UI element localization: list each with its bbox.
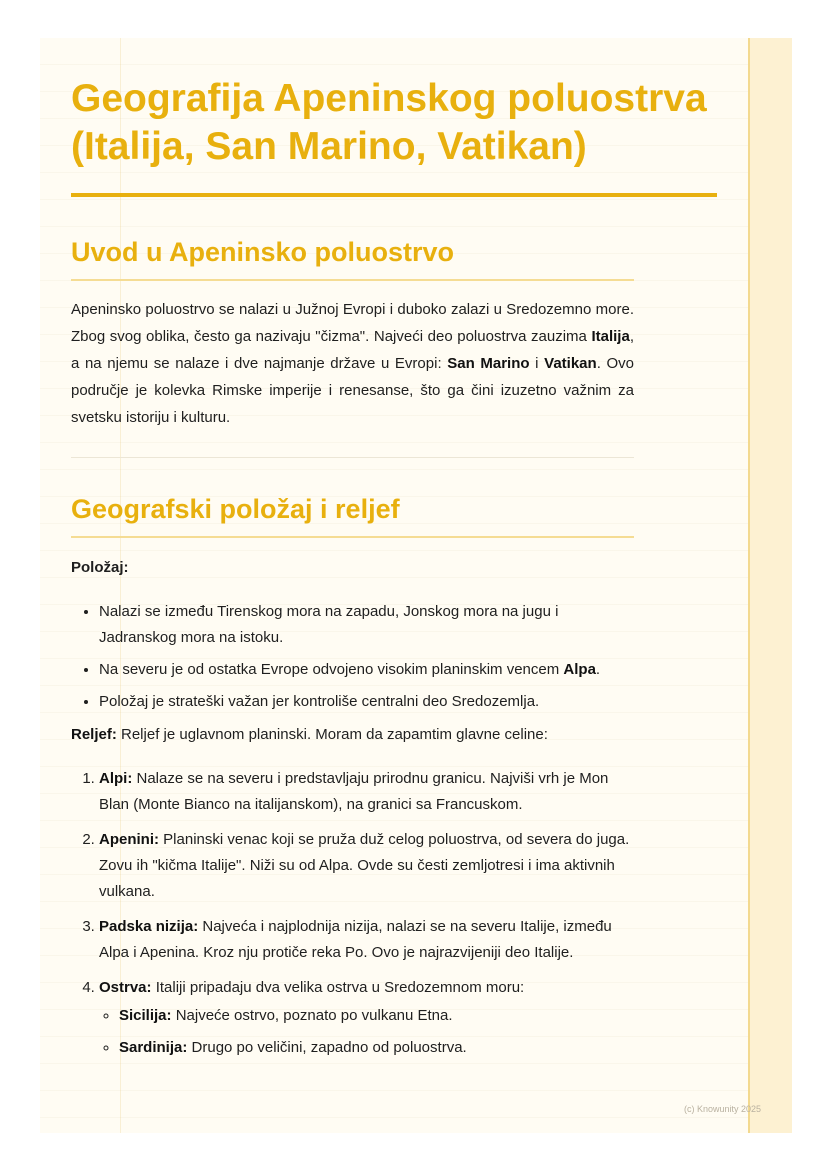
intro-paragraph <box>71 296 634 431</box>
relief-paragraph <box>71 721 634 748</box>
list-item <box>99 827 639 905</box>
intro-bold-san-marino: San Marino <box>447 355 530 372</box>
list-item-text: Nalaze se na severu i predstavljaju prirodnu granicu. Najviši vrh je Mon Blan (Monte Bianco na italijanskom), na granici sa Francuskom. <box>99 770 609 813</box>
list-item: • Nalazi se između Tirenskog mora na zapadu, Jonskog mora na jugu i Jadranskog mora na istoku. <box>99 599 639 651</box>
intro-text: , a na njemu se nalaze i dve najmanje države u Evropi: <box>71 328 634 372</box>
list-item-term: Apenini: <box>99 831 159 848</box>
list-item-term: Alpi: <box>99 770 133 787</box>
section-heading-geography: Geografski položaj i reljef <box>71 492 634 538</box>
list-item-term: Padska nizija: <box>99 918 199 935</box>
list-item <box>119 1035 639 1061</box>
right-margin-line <box>748 38 750 1133</box>
intro-bold-italija: Italija <box>591 328 630 345</box>
intro-bold-vatikan: Vatikan <box>544 355 597 372</box>
list-item-text: Italiji pripadaju dva velika ostrva u Sredozemnom moru: <box>151 979 525 996</box>
position-label: Položaj: <box>71 559 129 576</box>
list-item <box>99 914 639 966</box>
list-item-text: Planinski venac koji se pruža duž celog poluostrva, od severa do juga. Zovu ih "kičma Italije". Niži su od Alpa. Ovde su česti zemljotresi i ima aktivnih vulkana. <box>99 831 630 900</box>
section-intro <box>71 235 717 458</box>
relief-text: Reljef je uglavnom planinski. Moram da zapamtim glavne celine: <box>116 726 548 743</box>
list-item-term: Ostrva: <box>99 979 152 996</box>
list-item-text: Drugo po veličini, zapadno od poluostrva. <box>187 1039 467 1056</box>
list-item-text: Najveće ostrvo, poznato po vulkanu Etna. <box>171 1007 453 1024</box>
list-item <box>99 975 639 1061</box>
section-geography <box>71 492 717 1061</box>
intro-text: Apeninsko poluostrvo se nalazi u Južnoj Evropi i duboko zalazi u Sredozemno more. Zbog svog oblika, često ga nazivaju "čizma". Najveći deo poluostrva zauzima <box>71 301 634 345</box>
list-item-text: Na severu je od ostatka Evrope odvojeno visokim planinskim vencem <box>99 661 564 678</box>
list-item-term: Sardinija: <box>119 1039 188 1056</box>
list-item <box>99 766 639 818</box>
section-heading-intro: Uvod u Apeninsko poluostrvo <box>71 235 634 281</box>
list-item-bold: Alpa <box>563 661 596 678</box>
relief-list <box>71 766 639 1061</box>
page-title: Geografija Apeninskog poluostrva (Italija, San Marino, Vatikan) <box>71 75 717 197</box>
list-item-term: Sicilija: <box>119 1007 172 1024</box>
islands-list <box>99 1003 639 1061</box>
list-item: • Položaj je strateški važan jer kontroliše centralni deo Sredozemlja. <box>99 689 639 715</box>
section-divider <box>71 457 634 458</box>
list-item-text: Najveća i najplodnija nizija, nalazi se na severu Italije, između Alpa i Apenina. Kroz nju protiče reka Po. Ovo je najrazvijeniji deo Italije. <box>99 918 612 961</box>
intro-text: i <box>529 355 545 372</box>
relief-label: Reljef: <box>71 726 117 743</box>
list-item <box>99 657 639 683</box>
document-content <box>71 75 717 1070</box>
list-item <box>119 1003 639 1029</box>
right-margin-strip <box>748 38 792 1133</box>
list-item-text: . <box>595 661 601 678</box>
copyright-watermark: (c) Knowunity 2025 <box>684 1104 762 1114</box>
intro-text: . Ovo područje je kolevka Rimske imperije i renesanse, što ga čini izuzetno važnim za svetsku istoriju i kulturu. <box>71 355 634 426</box>
position-list <box>71 599 639 715</box>
